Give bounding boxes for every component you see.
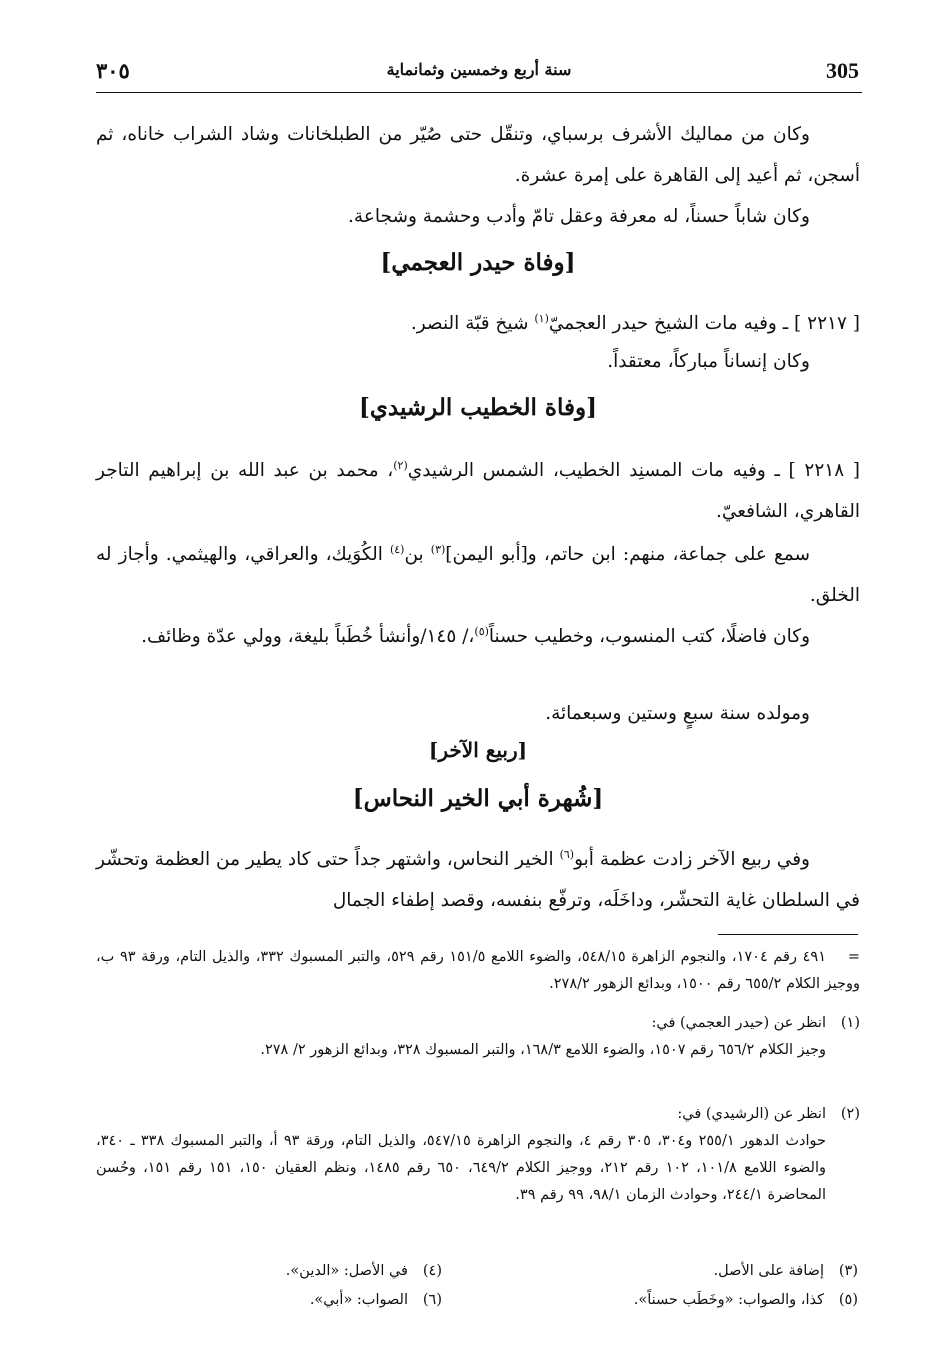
paragraph: وكان شاباً حسناً، له معرفة وعقل تامّ وأدب وحشمة وشجاعة. [348, 206, 810, 227]
footnote-3: (٣)إضافة على الأصل. [713, 1263, 858, 1279]
footnote-ref: (٣) [430, 543, 446, 556]
footnote-1: (١)انظر عن (حيدر العجمي) في: [651, 1015, 860, 1031]
paragraph: وكان إنساناً مباركاً، معتقداً. [607, 351, 810, 372]
footnote-ref: (٤) [389, 543, 405, 556]
footnote-2: (٢)انظر عن (الرشيدي) في: [677, 1106, 860, 1122]
footnote-1-body: وجيز الكلام ٦٥٦/٢ رقم ١٥٠٧، والضوء اللامع ١٦٨/٣، والتبر المسبوك ٣٢٨، وبدائع الزهور ٢/ ٢٧٨. [260, 1042, 826, 1058]
paragraph: وكان من مماليك الأشرف برسباي، وتنقّل حتى صُيّر من الطبلخانات وشاد الشراب خاناه، ثم أسجن، ثم أعيد إلى القاهرة على إمرة عشرة. [96, 124, 860, 186]
section-heading: [وفاة حيدر العجمي] [380, 249, 576, 276]
page-number-arabic: ٣٠٥ [96, 58, 130, 83]
page-number-latin: 305 [826, 58, 859, 83]
entry-paragraph: [ ٢٢١٨ ] ـ وفيه مات المسنِد الخطيب، الشمس الرشيدي$^{(٢)}$، محمد بن عبد الله بن إبراهيم التاجر القاهري، الشافعيّ. [96, 459, 860, 523]
footnote-ref: (١) [534, 312, 549, 325]
footnote-ref: (٥) [474, 625, 489, 638]
page-header [96, 54, 862, 94]
running-title: سنة أربع وخمسين وثمانماية [386, 60, 572, 79]
month-heading: [ربيع الآخر] [428, 738, 528, 762]
paragraph: سمع على جماعة، منهم: ابن حاتم، و[أبو اليمن]$^{(٣)}$ بن$^{(٤)}$ الكُوَيك، والعراقي، والهيثمي. وأجاز له الخلق. [96, 543, 860, 607]
paragraph: وكان فاضلًا، كتب المنسوب، وخطيب حسناً$^{(٥)}$،/ ١٤٥/وأنشأ خُطَباً بليغة، وولي عدّة وظائف. [141, 625, 810, 648]
footnote-4: (٤)في الأصل: «الدين». [285, 1263, 442, 1279]
footnote-ref: (٢) [393, 459, 408, 472]
footnote-ref: (٦) [559, 848, 575, 861]
paragraph: ومولده سنة سبعٍ وستين وسبعمائة. [545, 703, 810, 724]
footnote-continuation: =٤٩١ رقم ١٧٠٤، والنجوم الزاهرة ٥٤٨/١٥، والضوء اللامع ١٥١/٥ رقم ٥٢٩، والتبر المسبوك ٣٣٢، والذيل التام، ورقة ٩٣ ب، ووجيز الكلام ٦٥٥/٢ رقم ١٥٠٠، وبدائع الزهور ٢٧٨/٢. [96, 949, 860, 992]
entry-paragraph: [ ٢٢١٧ ] ـ وفيه مات الشيخ حيدر العجميّ$^{(١)}$ شيخ قبّة النصر. [410, 312, 860, 335]
footnote-5: (٥)كذا، والصواب: «وخَطَب حسناً». [633, 1292, 858, 1308]
footnote-separator [718, 934, 858, 935]
section-heading: [شُهرة أبي الخير النحاس] [352, 785, 604, 812]
footnote-6: (٦)الصواب: «أبي». [309, 1292, 442, 1308]
section-heading: [وفاة الخطيب الرشيدي] [359, 394, 597, 421]
header-rule [96, 92, 862, 93]
footnote-2-body: حوادث الدهور ٢٥٥/١ و٣٠٤، ٣٠٥ رقم ٤، والنجوم الزاهرة ٥٤٧/١٥، والذيل التام، ورقة ٩٣ أ، والتبر المسبوك ٣٣٨ ـ ٣٤٠، والضوء اللامع ١٠١/٨، ١٠٢ رقم ٢١٢، ووجيز الكلام ٦٤٩/٢، ٦٥٠ رقم ١٤٨٥، ونظم العقيان ١٥٠، ١٥١ رقم ١٥١، وحُسن المحاضرة ٢٤٤/١، وحوادث الزمان ٩٨/١، ٩٩ رقم ٣٩. [96, 1133, 827, 1203]
paragraph: وفي ربيع الآخر زادت عظمة أبو$^{(٦)}$ الخير النحاس، واشتهر جداً حتى كاد يطير من العظمة وتحشّر في السلطان غاية التحشّر، وداخَلَه، وترفّع بنفسه، وقصد إطفاء الجمال [96, 848, 860, 912]
